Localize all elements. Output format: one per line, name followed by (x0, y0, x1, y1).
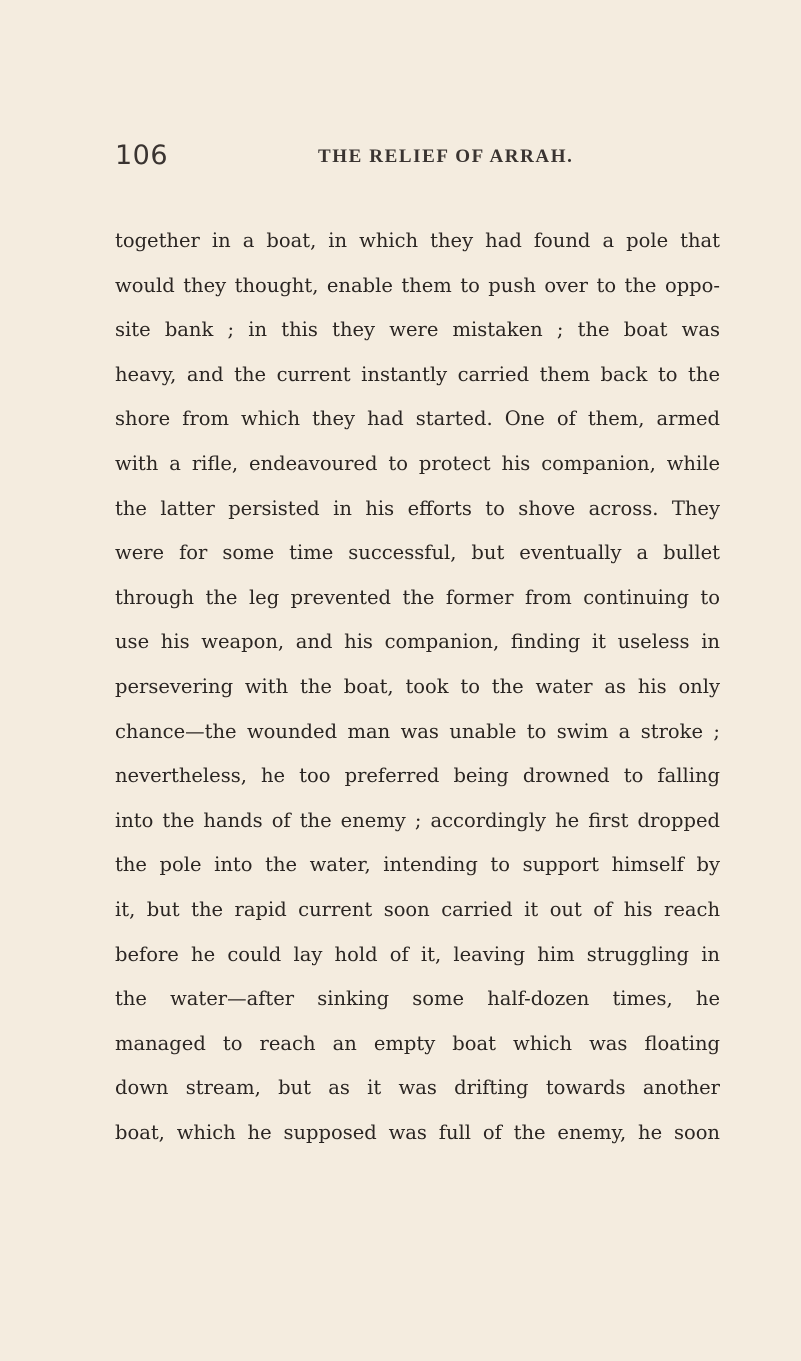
text-line: heavy, and the current instantly carried them back to the (115, 362, 720, 386)
text-line: shore from which they had started. One of them, armed (115, 407, 720, 431)
text-line: use his weapon, and his companion, finding it useless in (115, 630, 720, 654)
text-line: persevering with the boat, took to the water as his only (115, 674, 720, 698)
text-line: the pole into the water, intending to support himself by (115, 853, 720, 877)
text-line: together in a boat, in which they had found a pole that (115, 229, 720, 252)
running-head (0, 138, 801, 178)
text-line: through the leg prevented the former from continuing to (115, 585, 720, 609)
text-line: before he could lay hold of it, leaving him struggling in (115, 942, 720, 966)
running-title: THE RELIEF OF ARRAH. (318, 146, 574, 167)
page-number: 106 (115, 140, 169, 171)
text-line: it, but the rapid current soon carried it out of his reach (115, 897, 720, 921)
text-line: site bank ; in this they were mistaken ; the boat was (115, 318, 720, 342)
text-line: boat, which he supposed was full of the enemy, he soon (115, 1120, 720, 1144)
text-line: with a rifle, endeavoured to protect his companion, while (115, 451, 720, 475)
text-line: would they thought, enable them to push over to the oppo- (115, 273, 720, 297)
text-line: the latter persisted in his efforts to shove across. They (115, 496, 720, 520)
text-line: nevertheless, he too preferred being drowned to falling (115, 764, 720, 788)
text-line: chance—the wounded man was unable to swim a stroke ; (115, 719, 720, 743)
text-line: down stream, but as it was drifting towards another (115, 1076, 720, 1100)
text-line: into the hands of the enemy ; accordingly he first dropped (115, 808, 720, 832)
text-line: managed to reach an empty boat which was floating (115, 1031, 720, 1055)
body-text (115, 219, 720, 1155)
text-line: were for some time successful, but eventually a bullet (115, 541, 720, 565)
text-line: the water—after sinking some half-dozen times, he (115, 987, 720, 1011)
